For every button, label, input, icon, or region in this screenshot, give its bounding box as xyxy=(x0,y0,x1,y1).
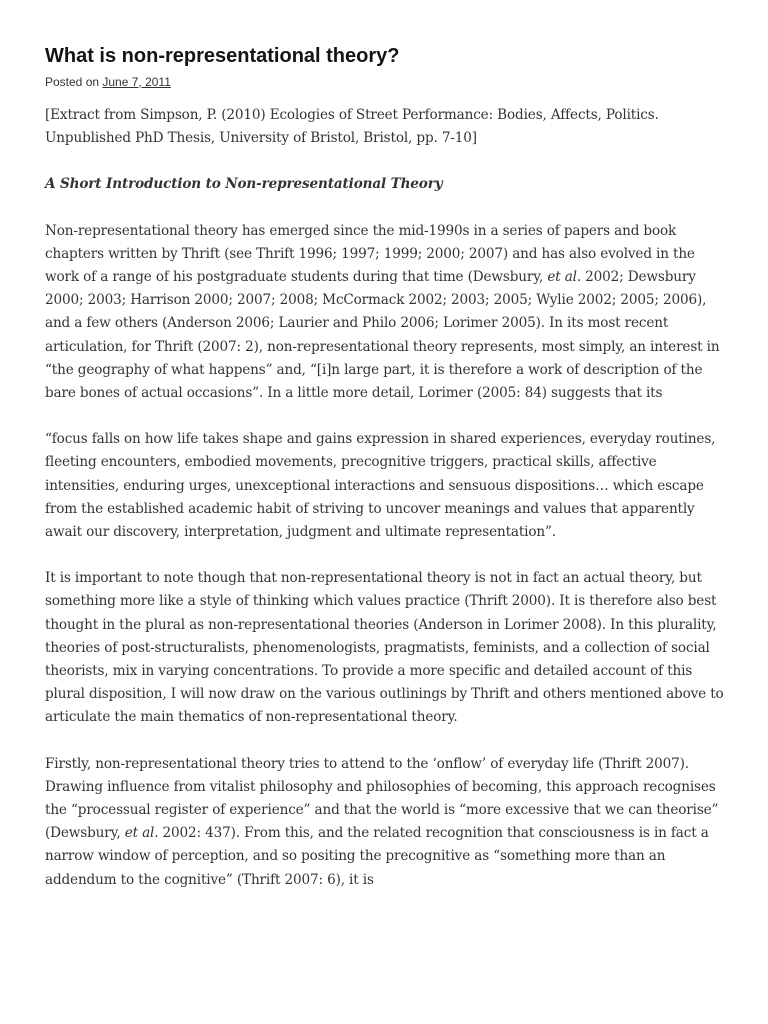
et-al-emphasis: et al xyxy=(547,269,577,286)
post-date-link[interactable]: June 7, 2011 xyxy=(102,75,171,89)
paragraph-plurality: It is important to note though that non-representational theory is not in fact an actual theory, but something more like a style of thinking which values practice (Thrift 2000). It is therefore also best thought in the plural as non-representational theories (Anderson in Lorimer 2008). In this plurality, theories of post-structuralists, phenomenologists, pragmatists, feminists, and a collection of social theorists, mix in varying concentrations. To provide a more specific and detailed account of this plural disposition, I will now draw on the various outlinings by Thrift and others mentioned above to articulate the main thematics of non-representational theory. xyxy=(45,570,724,726)
extract-note: [Extract from Simpson, P. (2010) Ecologies of Street Performance: Bodies, Affects, Politics. Unpublished PhD Thesis, University of Bristol, Bristol, pp. 7-10] xyxy=(45,107,659,147)
lorimer-quote: “focus falls on how life takes shape and gains expression in shared experiences, everyday routines, fleeting encounters, embodied movements, precognitive triggers, practical skills, affective intensities, enduring urges, unexceptional interactions and sensuous dispositions… which escape from the established academic habit of striving to uncover meanings and values that apparently await our discovery, interpretation, judgment and ultimate representation”. xyxy=(45,431,716,541)
paragraph-onflow xyxy=(45,753,725,892)
paragraph-onflow-part-1: Firstly, non-representational theory tries to attend to the ‘onflow’ of everyday life (Thrift 2007). Drawing influence from vitalist philosophy and philosophies of becoming, this approach recognises the “processual register of experience” and that the world is “more excessive that we can theorise” (Dewsbury, xyxy=(45,755,719,842)
posted-on-label: Posted on xyxy=(45,75,103,89)
blog-post xyxy=(45,44,725,892)
paragraph-intro-part-2: . 2002; Dewsbury 2000; 2003; Harrison 2000; 2007; 2008; McCormack 2002; 2003; 2005; Wylie 2002; 2005; 2006), and a few others (Anderson 2006; Laurier and Philo 2006; Lorimer 2005). In its most recent articulation, for Thrift (2007: 2), non-representational theory represents, most simply, an interest in “the geography of what happens” and, “[i]n large part, it is therefore a work of description of the bare bones of actual occasions”. In a little more detail, Lorimer (2005: 84) suggests that its xyxy=(45,269,720,402)
post-content xyxy=(45,104,725,892)
paragraph-intro-part-1: Non-representational theory has emerged since the mid-1990s in a series of papers and book chapters written by Thrift (see Thrift 1996; 1997; 1999; 2000; 2007) and has also evolved in the work of a range of his postgraduate students during that time (Dewsbury, xyxy=(45,222,695,286)
post-meta xyxy=(45,74,725,90)
post-title[interactable]: What is non-representational theory? xyxy=(45,45,400,67)
section-subheading: A Short Introduction to Non-representational Theory xyxy=(45,176,443,193)
paragraph-intro xyxy=(45,220,725,406)
paragraph-onflow-part-2: . 2002: 437). From this, and the related recognition that consciousness is in fact a narrow window of perception, and so positing the precognitive as “something more than an addendum to the cognitive” (Thrift 2007: 6), it is xyxy=(45,825,709,888)
et-al-emphasis: et al xyxy=(124,825,155,842)
